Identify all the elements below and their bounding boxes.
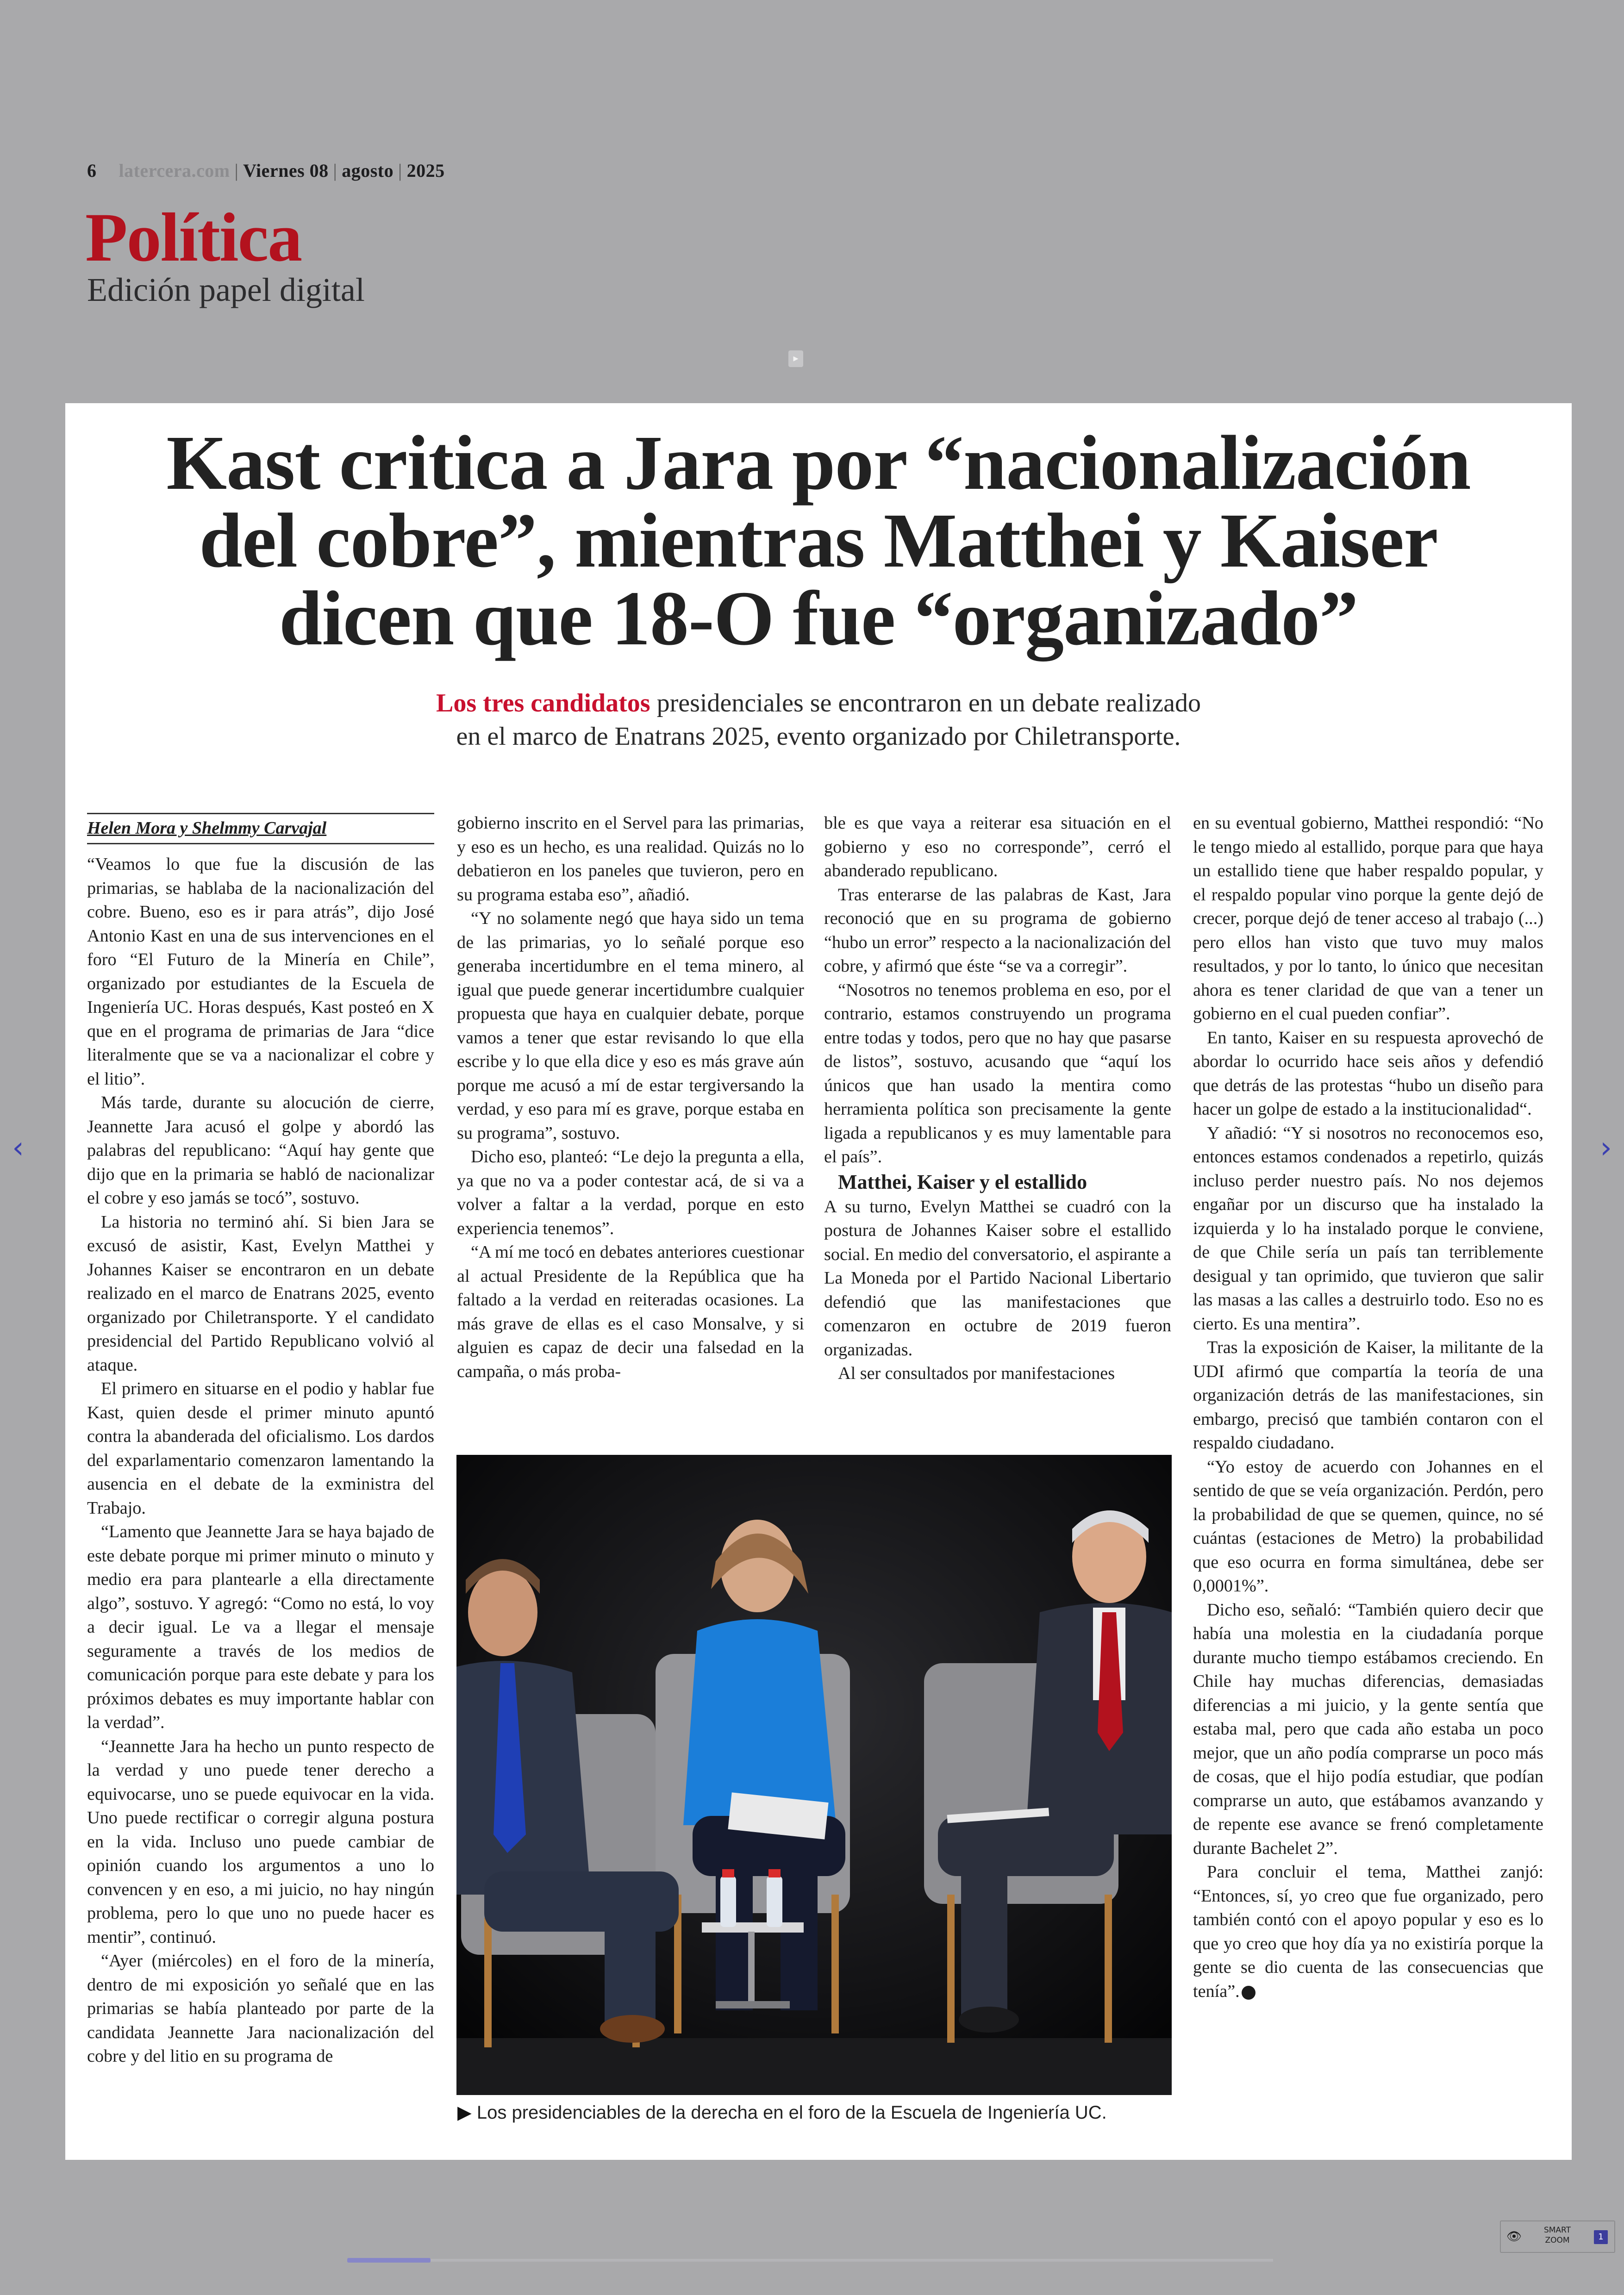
smart-zoom-label-line: ZOOM [1545,2236,1570,2245]
paragraph: Tras enterarse de las palabras de Kast, Jara reconoció que en su programa de gobierno “hubo un error” respecto a la nacionalización del cobre, y afirmó que éste “se va a corregir”. [824,885,1171,976]
article-column-2 [457,811,804,1384]
paragraph [1193,1860,1543,2003]
photo-illustration [456,1455,1172,2095]
byline: Helen Mora y Shelmmy Carvajal [87,818,327,838]
meta-separator: | [398,160,402,181]
article-column-4 [1193,811,1543,2003]
paragraph: “Lamento que Jeannette Jara se haya bajado de este debate porque mi primer minuto o minuto y medio era para plantearle a ella directamente algo”, sostuvo. Y agregó: “Como no está, lo voy a decir igual. Le va a llegar el mensaje seguramente a través de los medios de comunicación porque para este debate y para los próximos debates es muy importante hablar con la verdad”. [87,1522,434,1732]
page-meta [87,160,445,181]
end-of-article-icon [1242,1986,1255,2000]
paragraph: Más tarde, durante su alocución de cierre, Jeannette Jara acusó el golpe y abordó las palabras del republicano: “Aquí hay gente que dijo que en la primaria se habló de nacionalizar el cobre y eso jamás se tocó”, sostuvo. [87,1093,434,1208]
paragraph: La historia no terminó ahí. Si bien Jara se excusó de asistir, Kast, Evelyn Matthei y Johannes Kaiser se encontraron en un debate realizado en el marco de Enatrans 2025, evento organizado por Chiletransporte. Y el candidato presidencial del Partido Republicano volvió al ataque. [87,1212,434,1375]
chevron-right-icon[interactable]: › [1600,1131,1612,1165]
page-progress-track[interactable] [347,2259,1273,2262]
smart-zoom-label-line: SMART [1543,2226,1571,2235]
paragraph: “Y no solamente negó que haya sido un tema de las primarias, yo lo señalé porque eso generaba incertidumbre en el tema minero, al igual que puede generar incertidumbre cualquier propuesta que haya en cualquier debate, porque vamos a tener que estar revisando lo que ella escribe y lo que ella dice y eso es más grave aún porque me acusó a mí de estar tergiversando la verdad, y eso para mí es grave, porque estaba en su programa”, sostuvo. [457,909,804,1143]
smart-zoom-label [1539,2225,1576,2245]
date-day: Viernes 08 [243,160,329,181]
smart-zoom-toggle[interactable] [1500,2220,1615,2253]
headline-line: dicen que 18-O fue “organizado” [279,575,1358,661]
smart-zoom-value[interactable]: 1 [1594,2230,1608,2244]
paragraph: “Nosotros no tenemos problema en eso, por el contrario, estamos construyendo un programa entre todas y todos, pero que no hay que pasarse de listos”, sostuvo, acusando que “aquí los únicos que han usado la mentira como herramienta política son precisamente la gente ligada a republicanos y es muy lamentable para el país”. [824,980,1171,1166]
caption-marker-icon: ▶ [457,2102,472,2123]
paragraph: Al ser consultados por manifestaciones [838,1364,1115,1383]
section-title: Política [85,199,302,276]
article-deck [204,686,1433,753]
deck-line [204,686,1433,720]
paragraph: “Ayer (miércoles) en el foro de la minería, dentro de mi exposición yo señalé que en las primarias se había planteado por parte de la candidata Jeannette Jara nacionalización del cobre y del litio en su programa de [87,1951,434,2066]
paragraph: En tanto, Kaiser en su respuesta aprovechó de abordar lo ocurrido hace seis años y defendió que detrás de las protestas “hubo un diseño para hacer un golpe de estado a la institucionalidad“. [1193,1028,1543,1119]
page-number: 6 [87,160,97,181]
eye-icon: 👁 [1506,2230,1522,2244]
article-headline [65,420,1572,661]
caption-text: Los presidenciables de la derecha en el foro de la Escuela de Ingeniería UC. [471,2102,1107,2123]
paragraph: ble es que vaya a reiterar esa situación en el gobierno y eso no corresponde”, cerró el abanderado republicano. [824,813,1171,880]
paragraph: “Jeannette Jara ha hecho un punto respecto de la verdad y uno puede tener derecho a equivocarse, uno se puede equivocar en la vida. Uno puede rectificar o corregir alguna postura en la vida. Incluso uno puede cambiar de opinión cuando los argumentos a uno lo convencen y en eso, a mi juicio, no hay ningún problema, pero lo que uno no puede hacer es mentir”, continuó. [87,1736,434,1947]
paragraph: A su turno, Evelyn Matthei se cuadró con la postura de Johannes Kaiser sobre el estallido social. En medio del conversatorio, el aspirante a La Moneda por el Partido Nacional Libertario defendió que las manifestaciones que comenzaron en octubre de 2019 fueron organizadas. [824,1197,1171,1360]
paragraph: gobierno inscrito en el Servel para las primarias, y eso es un hecho, es una realidad. Quizás no lo debatieron en los paneles que tuvieron, pero en su programa estaba eso”, añadió. [457,813,804,904]
page-marker-icon[interactable]: ▸ [788,350,803,367]
article-column-3 [824,811,1171,1386]
date-year: 2025 [406,160,445,181]
closing-paragraph-text: Para concluir el tema, Matthei zanjó: “Entonces, sí, yo creo que fue organizado, pero también contó con el apoyo popular y eso es lo que yo creo que hoy día ya no existiría porque la gente se dio cuenta de las consecuencias que tenía”. [1193,1862,1543,2001]
paragraph: El primero en situarse en el podio y hablar fue Kast, quien desde el primer minuto apuntó contra la abanderada del oficialismo. Los dardos del exparlamentario comenzaron lamentando la ausencia en el debate de la exministra del Trabajo. [87,1379,434,1518]
deck-line: en el marco de Enatrans 2025, evento organizado por Chiletransporte. [456,722,1181,751]
meta-separator: | [333,160,337,181]
article-column-1 [87,813,434,2069]
byline-rule [87,813,434,844]
paragraph: “Yo estoy de acuerdo con Johannes en el sentido de que se veía organización. Perdón, pero la probabilidad de que se quemen, quince, no sé cuántas (estaciones de Metro) la probabilidad que eso ocurra en forma simultánea, debe ser 0,0001%”. [1193,1457,1543,1596]
paragraph: Y añadió: “Y si nosotros no reconocemos eso, entonces estamos condenados a repetirlo, quizás incluso perder nuestro país. No nos dejemos engañar por un discurso que ha instalado la izquierda y lo ha instalado porque le conviene, de que Chile sería un país tan terriblemente desigual y tan oprimido, que tuvieron que salir las masas a las calles a destruirlo todo. Eso no es cierto. Es una mentira”. [1193,1123,1543,1334]
deck-lead: Los tres candidatos [436,689,650,717]
paragraph: Dicho eso, señaló: “También quiero decir que había una molestia en la ciudadanía porque durante mucho tiempo estábamos creciendo. En Chile hay muchas diferencias, demasiadas diferencias a mi juicio, y la gente sentía que estaba mal, pero que cada año estaba un poco mejor, que un año podía comprarse un poco más de cosas, que el hijo podía estudiar, que podían comprarse un auto, que estábamos avanzando y de repente ese avance se frenó completamente durante Bachelet 2”. [1193,1600,1543,1858]
photo-caption [457,2101,1173,2124]
headline-line: del cobre”, mientras Matthei y Kaiser [199,498,1438,584]
paragraph: “Veamos lo que fue la discusión de las primarias, se hablaba de la nacionalización del cobre. Bueno, eso es ir para atrás”, dijo José Antonio Kast en una de sus intervenciones en el foro “El Futuro de la Minería en Chile”, organizado por estudiantes de la Escuela de Ingeniería UC. Horas después, Kast posteó en X que en el programa de primarias de Jara “dice literalmente que se va a nacionalizar el cobre y el litio”. [87,854,434,1089]
chevron-left-icon[interactable]: ‹ [12,1131,24,1165]
article-subhead: Matthei, Kaiser y el estallido [838,1170,1087,1193]
date-month: agosto [342,160,394,181]
meta-separator: | [234,160,239,181]
edition-label: Edición papel digital [87,271,365,308]
page-progress-fill[interactable] [347,2258,431,2263]
paragraph: “A mí me tocó en debates anteriores cuestionar al actual Presidente de la República que ha faltado a la verdad en reiteradas ocasiones. La más grave de ellas es el caso Monsalve, y si alguien es capaz de decir una falsedad en la campaña, o más proba- [457,1242,804,1381]
paragraph: Tras la exposición de Kaiser, la militante de la UDI afirmó que compartía la teoría de una organización detrás de las manifestaciones, sin embargo, precisó que también contaron con el respaldo ciudadano. [1193,1338,1543,1453]
article-photo [456,1455,1172,2095]
newspaper-page [65,403,1572,2160]
deck-text: presidenciales se encontraron en un debate realizado [650,689,1201,717]
paragraph: en su eventual gobierno, Matthei respondió: “No le tengo miedo al estallido, porque para que haya un estallido tiene que haber respaldo popular, y el respaldo popular vino porque la gente dejó de crecer, porque dejó de tener acceso al trabajo (...) pero ellos han visto que tuvo muy malos resultados, y por lo tanto, lo único que necesitan ahora es tener claridad de que van a tener un gobierno en el cual pueden confiar”. [1193,813,1543,1023]
headline-line: Kast critica a Jara por “nacionalización [166,420,1471,506]
paragraph: Dicho eso, planteó: “Le dejo la pregunta a ella, ya que no va a poder contestar acá, de si va a volver a faltar a la verdad, porque en esto experiencia tenemos”. [457,1147,804,1238]
site-name: latercera.com [119,160,230,181]
